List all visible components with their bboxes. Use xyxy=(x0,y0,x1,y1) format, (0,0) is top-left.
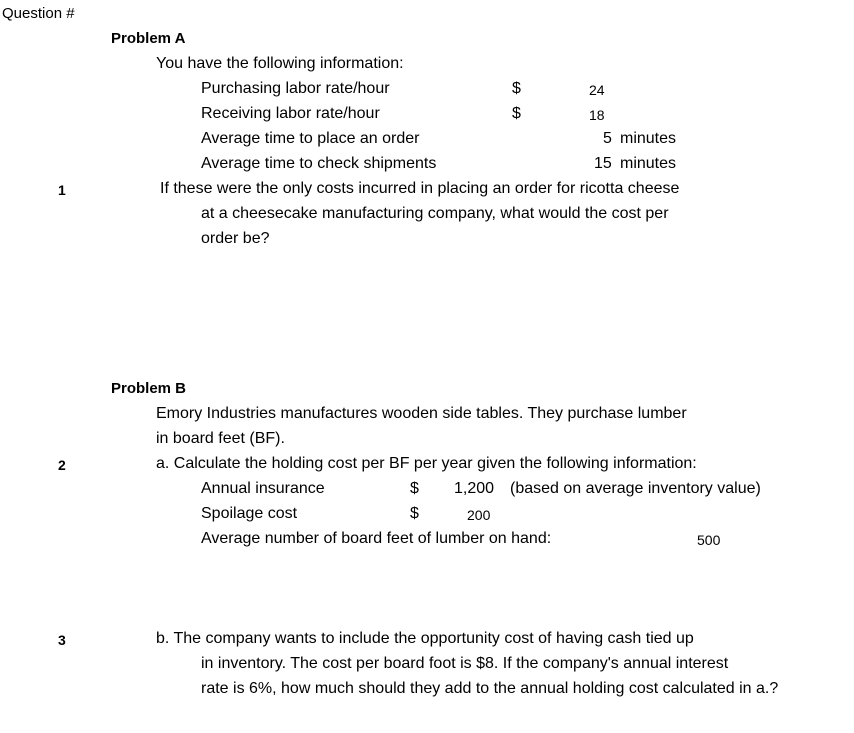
problem-b-title: Problem B xyxy=(111,380,187,397)
place-order-time-label: Average time to place an order xyxy=(201,130,420,147)
board-feet-on-hand-value: 500 xyxy=(697,532,721,548)
problem-a-title: Problem A xyxy=(111,30,186,47)
spoilage-cost-label: Spoilage cost xyxy=(201,505,298,522)
question-number-2: 2 xyxy=(58,457,66,473)
annual-insurance-value: 1,200 xyxy=(454,480,495,497)
place-order-time-unit: minutes xyxy=(620,130,677,147)
problem-a-question-line-1: If these were the only costs incurred in placing an order for ricotta cheese xyxy=(160,180,680,197)
spoilage-cost-value: 200 xyxy=(467,507,491,523)
receiving-rate-value: 18 xyxy=(589,107,605,123)
problem-b-intro-line-2: in board feet (BF). xyxy=(156,430,285,447)
annual-insurance-currency: $ xyxy=(410,480,419,497)
purchasing-rate-value: 24 xyxy=(589,82,605,98)
check-shipments-time-value: 15 xyxy=(594,155,612,172)
annual-insurance-label: Annual insurance xyxy=(201,480,325,497)
problem-b-part-b-line-3: rate is 6%, how much should they add to the annual holding cost calculated in a.? xyxy=(201,680,779,697)
board-feet-on-hand-label: Average number of board feet of lumber on hand: xyxy=(201,530,552,547)
check-shipments-time-label: Average time to check shipments xyxy=(201,155,437,172)
purchasing-rate-currency: $ xyxy=(512,80,521,97)
purchasing-rate-label: Purchasing labor rate/hour xyxy=(201,80,390,97)
question-number-1: 1 xyxy=(58,182,66,198)
question-number-3: 3 xyxy=(58,632,66,648)
problem-b-part-b-line-2: in inventory. The cost per board foot is $8. If the company's annual interest xyxy=(201,655,729,672)
receiving-rate-label: Receiving labor rate/hour xyxy=(201,105,380,122)
problem-a-question-line-3: order be? xyxy=(201,230,270,247)
problem-b-part-b-line-1: b. The company wants to include the opportunity cost of having cash tied up xyxy=(156,630,694,647)
problem-b-part-a: a. Calculate the holding cost per BF per year given the following information: xyxy=(156,455,697,472)
annual-insurance-note: (based on average inventory value) xyxy=(510,480,761,497)
problem-a-question-line-2: at a cheesecake manufacturing company, what would the cost per xyxy=(201,205,669,222)
question-number-header: Question # xyxy=(2,5,75,22)
check-shipments-time-unit: minutes xyxy=(620,155,677,172)
place-order-time-value: 5 xyxy=(603,130,612,147)
spoilage-cost-currency: $ xyxy=(410,505,419,522)
problem-a-intro: You have the following information: xyxy=(156,55,404,72)
problem-b-intro-line-1: Emory Industries manufactures wooden side tables. They purchase lumber xyxy=(156,405,687,422)
receiving-rate-currency: $ xyxy=(512,105,521,122)
